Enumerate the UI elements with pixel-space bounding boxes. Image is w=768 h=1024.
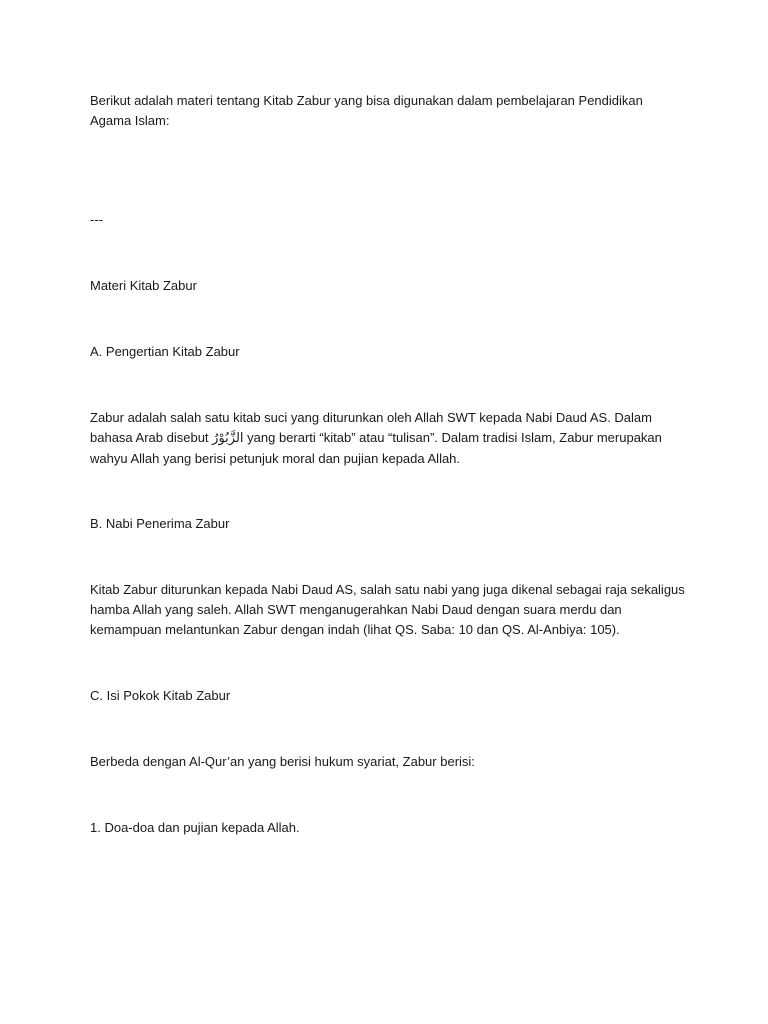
section-b-paragraph: Kitab Zabur diturunkan kepada Nabi Daud AS, salah satu nabi yang juga dikenal sebagai raja sekaligus hamba Allah yang saleh. Allah SWT menganugerahkan Nabi Daud dengan suara merdu dan kemampuan melantunkan Zabur dengan indah (lihat QS. Saba: 10 dan QS. Al-Anbiya: 105). [90,582,685,637]
section-a-paragraph [90,408,685,469]
section-a-text-after: yang berarti “kitab” atau “tulisan”. Dalam tradisi Islam, Zabur merupakan wahyu Allah yang berisi petunjuk moral dan pujian kepada Allah. [90,430,662,466]
section-a-text-before: Zabur adalah salah satu kitab suci yang diturunkan oleh Allah SWT kepada Nabi Daud AS. Dalam bahasa Arab disebut [90,410,652,445]
separator-line: --- [90,212,103,227]
section-c-heading: C. Isi Pokok Kitab Zabur [90,688,231,703]
list-item: 1. Doa-doa dan pujian kepada Allah. [90,820,300,835]
section-b-heading: B. Nabi Penerima Zabur [90,516,230,531]
section-a-heading: A. Pengertian Kitab Zabur [90,344,240,359]
intro-paragraph: Berikut adalah materi tentang Kitab Zabur yang bisa digunakan dalam pembelajaran Pendidikan Agama Islam: [90,93,643,128]
arabic-term: الزَّبُوْرُ [212,431,244,446]
section-c-intro: Berbeda dengan Al-Qur’an yang berisi hukum syariat, Zabur berisi: [90,754,475,769]
document-title: Materi Kitab Zabur [90,278,197,293]
